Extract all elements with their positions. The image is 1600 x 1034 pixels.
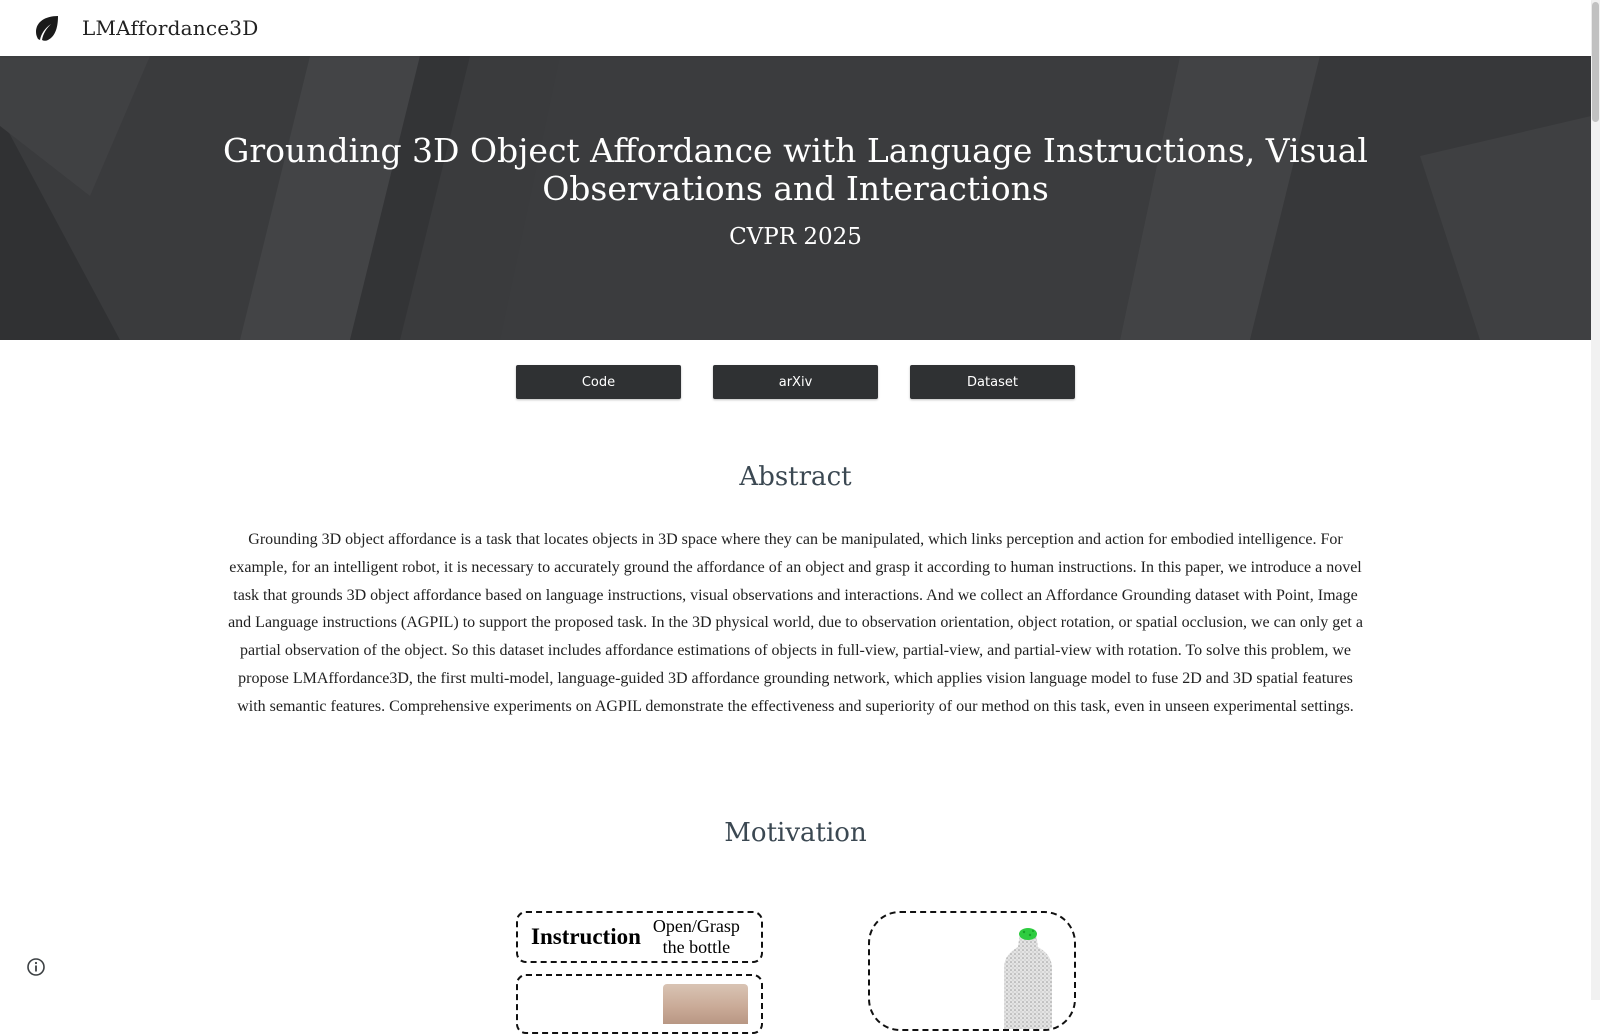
hand-photo bbox=[663, 984, 748, 1024]
instruction-text bbox=[653, 916, 740, 958]
code-button[interactable]: Code bbox=[516, 365, 681, 399]
instruction-box bbox=[516, 911, 763, 963]
site-title[interactable]: LMAffordance3D bbox=[82, 16, 259, 40]
hero-title: Grounding 3D Object Affordance with Language Instructions, Visual Observations and Interactions bbox=[223, 131, 1368, 208]
point-cloud-box bbox=[868, 911, 1076, 1031]
hero-subtitle: CVPR 2025 bbox=[729, 224, 862, 250]
instruction-line-1: Open/Grasp bbox=[652, 916, 740, 936]
visual-observation-box bbox=[516, 974, 763, 1034]
page-scrollbar[interactable] bbox=[1591, 0, 1600, 1000]
abstract-text: Grounding 3D object affordance is a task that locates objects in 3D space where they can be manipulated, which links perception and action for embodied intelligence. For example, for an intelligent robot, it is necessary to accurately ground the affordance of an object and grasp it according to human instructions. In this paper, we introduce a novel task that grounds 3D object affordance based on language instructions, visual observations and interactions. And we collect an Affordance Grounding dataset with Point, Image and Language instructions (AGPIL) to support the proposed task. In the 3D physical world, due to observation orientation, object rotation, or spatial occlusion, we can only get a partial observation of the object. So this dataset includes affordance estimations of objects in full-view, partial-view, and partial-view with rotation. To solve this problem, we propose LMAffordance3D, the first multi-model, language-guided 3D affordance grounding network, which applies vision language model to fuse 2D and 3D spatial features with semantic features. Comprehensive experiments on AGPIL demonstrate the effectiveness and superiority of our method on this task, even in unseen experimental settings. bbox=[228, 531, 1363, 715]
info-icon bbox=[26, 957, 46, 977]
hero-banner bbox=[0, 56, 1591, 340]
link-button-row bbox=[0, 365, 1591, 399]
scrollbar-thumb[interactable] bbox=[1592, 2, 1599, 122]
top-bar bbox=[0, 0, 1591, 56]
instruction-label: Instruction bbox=[531, 924, 641, 949]
bottle-point-cloud bbox=[870, 913, 1076, 1031]
dataset-button[interactable]: Dataset bbox=[910, 365, 1075, 399]
leaf-icon[interactable] bbox=[32, 13, 62, 43]
motivation-heading: Motivation bbox=[724, 818, 867, 848]
arxiv-button[interactable]: arXiv bbox=[713, 365, 878, 399]
info-button[interactable] bbox=[25, 956, 47, 978]
instruction-line-2: the bottle bbox=[662, 937, 731, 957]
abstract-heading: Abstract bbox=[739, 462, 852, 492]
